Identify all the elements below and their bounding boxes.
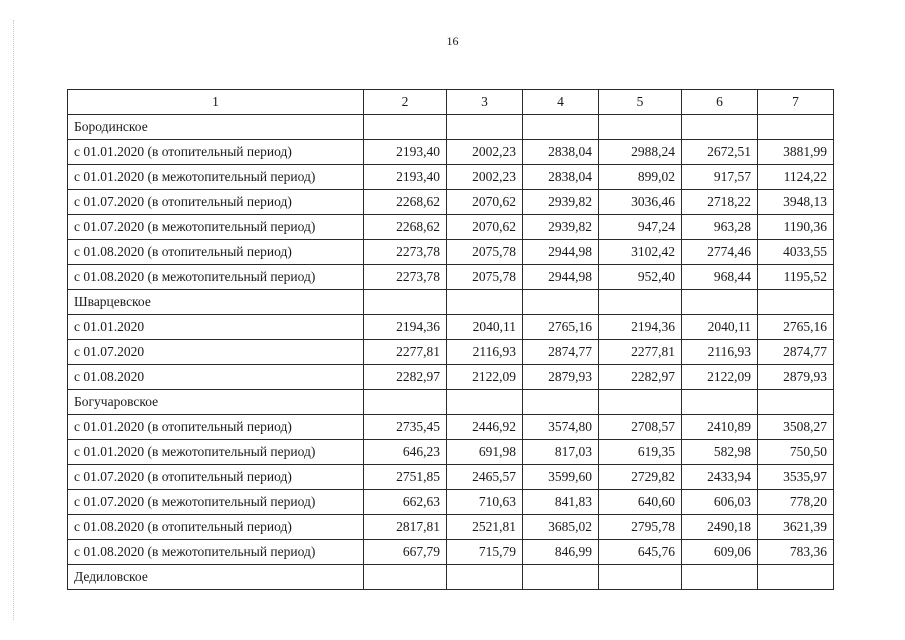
- value-cell: 1190,36: [758, 215, 834, 240]
- value-cell: 2193,40: [364, 140, 447, 165]
- value-cell: 619,35: [599, 440, 682, 465]
- value-cell: 2774,46: [682, 240, 758, 265]
- column-header: 6: [682, 90, 758, 115]
- value-cell: 2446,92: [447, 415, 523, 440]
- value-cell: 846,99: [523, 540, 599, 565]
- value-cell: 662,63: [364, 490, 447, 515]
- value-cell: 778,20: [758, 490, 834, 515]
- empty-cell: [364, 115, 447, 140]
- column-header: 4: [523, 90, 599, 115]
- value-cell: 2277,81: [364, 340, 447, 365]
- empty-cell: [523, 290, 599, 315]
- column-header: 2: [364, 90, 447, 115]
- value-cell: 3685,02: [523, 515, 599, 540]
- empty-cell: [364, 390, 447, 415]
- group-row: [68, 390, 834, 415]
- value-cell: 2672,51: [682, 140, 758, 165]
- table-row: [68, 315, 834, 340]
- value-cell: 3621,39: [758, 515, 834, 540]
- empty-cell: [682, 115, 758, 140]
- row-label: с 01.01.2020 (в межотопительный период): [68, 165, 364, 190]
- value-cell: 3574,80: [523, 415, 599, 440]
- value-cell: 691,98: [447, 440, 523, 465]
- value-cell: 2939,82: [523, 215, 599, 240]
- row-label: с 01.01.2020 (в отопительный период): [68, 415, 364, 440]
- value-cell: 952,40: [599, 265, 682, 290]
- value-cell: 2765,16: [523, 315, 599, 340]
- value-cell: 2040,11: [447, 315, 523, 340]
- value-cell: 640,60: [599, 490, 682, 515]
- value-cell: 2795,78: [599, 515, 682, 540]
- value-cell: 2277,81: [599, 340, 682, 365]
- table-row: [68, 240, 834, 265]
- row-label: с 01.07.2020 (в отопительный период): [68, 190, 364, 215]
- value-cell: 2521,81: [447, 515, 523, 540]
- value-cell: 646,23: [364, 440, 447, 465]
- table-row: [68, 165, 834, 190]
- value-cell: 899,02: [599, 165, 682, 190]
- value-cell: 2718,22: [682, 190, 758, 215]
- table-row: [68, 540, 834, 565]
- value-cell: 2735,45: [364, 415, 447, 440]
- table-header-row: [68, 90, 834, 115]
- value-cell: 817,03: [523, 440, 599, 465]
- table-row: [68, 190, 834, 215]
- value-cell: 2002,23: [447, 140, 523, 165]
- empty-cell: [682, 290, 758, 315]
- empty-cell: [682, 565, 758, 590]
- value-cell: 2874,77: [523, 340, 599, 365]
- group-row: [68, 115, 834, 140]
- tariff-table-body: [68, 90, 834, 590]
- value-cell: 3948,13: [758, 190, 834, 215]
- value-cell: 2075,78: [447, 265, 523, 290]
- row-label: с 01.01.2020 (в отопительный период): [68, 140, 364, 165]
- empty-cell: [447, 290, 523, 315]
- column-header: 7: [758, 90, 834, 115]
- value-cell: 783,36: [758, 540, 834, 565]
- value-cell: 2282,97: [599, 365, 682, 390]
- value-cell: 2817,81: [364, 515, 447, 540]
- value-cell: 2194,36: [364, 315, 447, 340]
- value-cell: 2040,11: [682, 315, 758, 340]
- page-number: 16: [446, 34, 459, 48]
- value-cell: 710,63: [447, 490, 523, 515]
- value-cell: 2433,94: [682, 465, 758, 490]
- table-row: [68, 215, 834, 240]
- empty-cell: [523, 115, 599, 140]
- row-label: с 01.08.2020 (в межотопительный период): [68, 540, 364, 565]
- value-cell: 2070,62: [447, 215, 523, 240]
- value-cell: 2002,23: [447, 165, 523, 190]
- table-row: [68, 440, 834, 465]
- value-cell: 2465,57: [447, 465, 523, 490]
- empty-cell: [447, 115, 523, 140]
- row-label: с 01.08.2020 (в отопительный период): [68, 515, 364, 540]
- value-cell: 3599,60: [523, 465, 599, 490]
- value-cell: 3036,46: [599, 190, 682, 215]
- empty-cell: [364, 290, 447, 315]
- empty-cell: [447, 390, 523, 415]
- value-cell: 3508,27: [758, 415, 834, 440]
- value-cell: 917,57: [682, 165, 758, 190]
- value-cell: 2194,36: [599, 315, 682, 340]
- group-label: Дедиловское: [68, 565, 364, 590]
- row-label: с 01.08.2020 (в межотопительный период): [68, 265, 364, 290]
- value-cell: 3102,42: [599, 240, 682, 265]
- empty-cell: [682, 390, 758, 415]
- value-cell: 2751,85: [364, 465, 447, 490]
- value-cell: 750,50: [758, 440, 834, 465]
- value-cell: 2273,78: [364, 265, 447, 290]
- value-cell: 3535,97: [758, 465, 834, 490]
- group-label: Шварцевское: [68, 290, 364, 315]
- value-cell: 2282,97: [364, 365, 447, 390]
- group-label: Богучаровское: [68, 390, 364, 415]
- value-cell: 1195,52: [758, 265, 834, 290]
- value-cell: 1124,22: [758, 165, 834, 190]
- value-cell: 2193,40: [364, 165, 447, 190]
- value-cell: 3881,99: [758, 140, 834, 165]
- row-label: с 01.01.2020 (в межотопительный период): [68, 440, 364, 465]
- value-cell: 2070,62: [447, 190, 523, 215]
- empty-cell: [523, 565, 599, 590]
- column-header: 5: [599, 90, 682, 115]
- empty-cell: [758, 290, 834, 315]
- value-cell: 2075,78: [447, 240, 523, 265]
- value-cell: 2490,18: [682, 515, 758, 540]
- value-cell: 2268,62: [364, 215, 447, 240]
- value-cell: 2273,78: [364, 240, 447, 265]
- row-label: с 01.07.2020: [68, 340, 364, 365]
- tariff-table: [67, 89, 834, 590]
- value-cell: 2988,24: [599, 140, 682, 165]
- value-cell: 2944,98: [523, 240, 599, 265]
- value-cell: 2708,57: [599, 415, 682, 440]
- row-label: с 01.07.2020 (в межотопительный период): [68, 215, 364, 240]
- value-cell: 582,98: [682, 440, 758, 465]
- value-cell: 667,79: [364, 540, 447, 565]
- group-row: [68, 565, 834, 590]
- table-row: [68, 140, 834, 165]
- row-label: с 01.07.2020 (в межотопительный период): [68, 490, 364, 515]
- value-cell: 715,79: [447, 540, 523, 565]
- empty-cell: [758, 390, 834, 415]
- table-row: [68, 490, 834, 515]
- value-cell: 963,28: [682, 215, 758, 240]
- row-label: с 01.01.2020: [68, 315, 364, 340]
- column-header: 3: [447, 90, 523, 115]
- row-label: с 01.08.2020: [68, 365, 364, 390]
- value-cell: 2116,93: [682, 340, 758, 365]
- group-label: Бородинское: [68, 115, 364, 140]
- table-row: [68, 515, 834, 540]
- table-row: [68, 465, 834, 490]
- column-header: 1: [68, 90, 364, 115]
- value-cell: 2729,82: [599, 465, 682, 490]
- value-cell: 2838,04: [523, 165, 599, 190]
- value-cell: 2116,93: [447, 340, 523, 365]
- empty-cell: [758, 565, 834, 590]
- value-cell: 2939,82: [523, 190, 599, 215]
- value-cell: 2879,93: [758, 365, 834, 390]
- value-cell: 2944,98: [523, 265, 599, 290]
- empty-cell: [599, 390, 682, 415]
- value-cell: 606,03: [682, 490, 758, 515]
- empty-cell: [599, 115, 682, 140]
- value-cell: 841,83: [523, 490, 599, 515]
- table-row: [68, 415, 834, 440]
- empty-cell: [523, 390, 599, 415]
- row-label: с 01.07.2020 (в отопительный период): [68, 465, 364, 490]
- empty-cell: [599, 565, 682, 590]
- empty-cell: [447, 565, 523, 590]
- group-row: [68, 290, 834, 315]
- value-cell: 2122,09: [682, 365, 758, 390]
- value-cell: 968,44: [682, 265, 758, 290]
- empty-cell: [758, 115, 834, 140]
- value-cell: 2838,04: [523, 140, 599, 165]
- row-label: с 01.08.2020 (в отопительный период): [68, 240, 364, 265]
- table-row: [68, 265, 834, 290]
- value-cell: 4033,55: [758, 240, 834, 265]
- value-cell: 2122,09: [447, 365, 523, 390]
- value-cell: 2879,93: [523, 365, 599, 390]
- table-row: [68, 340, 834, 365]
- empty-cell: [364, 565, 447, 590]
- value-cell: 609,06: [682, 540, 758, 565]
- value-cell: 2410,89: [682, 415, 758, 440]
- table-row: [68, 365, 834, 390]
- value-cell: 947,24: [599, 215, 682, 240]
- value-cell: 2874,77: [758, 340, 834, 365]
- value-cell: 2268,62: [364, 190, 447, 215]
- empty-cell: [599, 290, 682, 315]
- value-cell: 645,76: [599, 540, 682, 565]
- value-cell: 2765,16: [758, 315, 834, 340]
- scan-margin-mark: [13, 20, 15, 620]
